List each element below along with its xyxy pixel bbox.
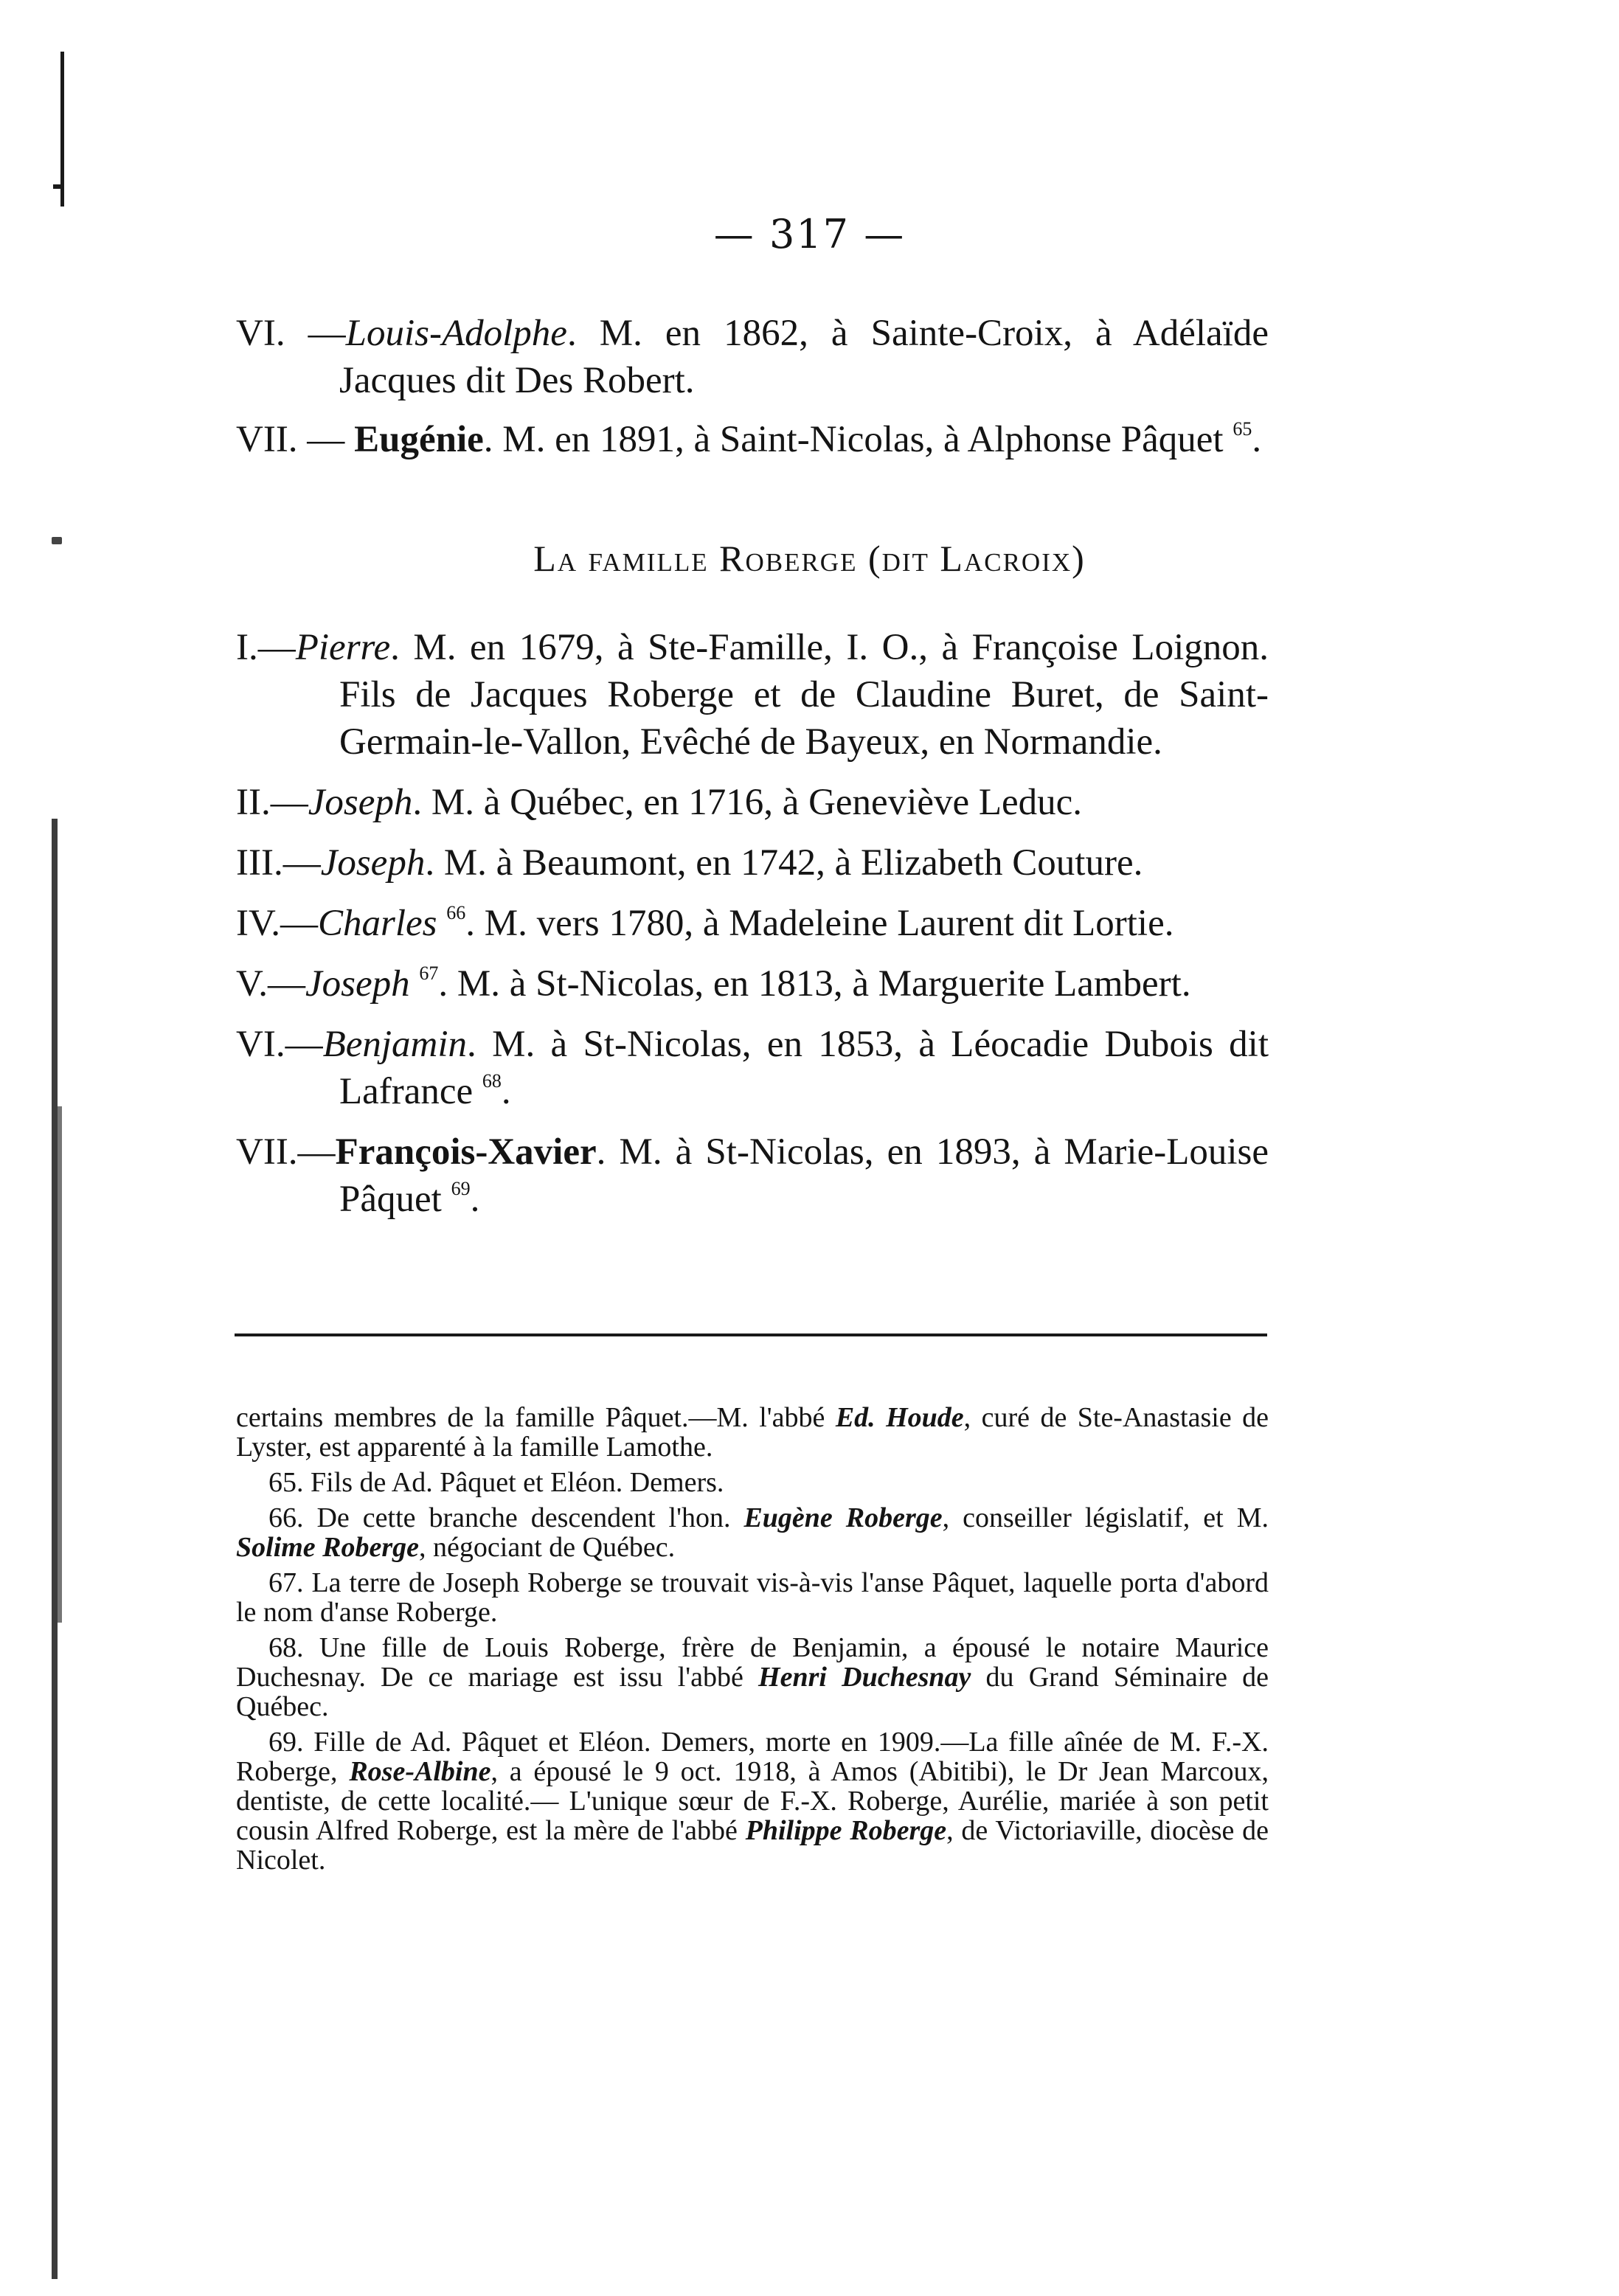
footnote-65: 65. Fils de Ad. Pâquet et Eléon. Demers. — [268, 1467, 724, 1498]
scan-edge-mark — [58, 1106, 62, 1623]
entries-roberge — [236, 624, 1269, 1223]
list-item: I.—Pierre. M. en 1679, à Ste-Famille, I. O., à Françoise Loignon. Fils de Jacques Roberge et de Claudine Buret, de Saint-Germain-le-Vallon, Evêché de Bayeux, en Normandie. — [236, 627, 1269, 763]
footnote-divider — [235, 1333, 1267, 1336]
footnote-continuation: certains membres de la famille Pâquet.—M. l'abbé Ed. Houde, curé de Ste-Anastasie de Lyster, est apparenté à la famille Lamothe. — [236, 1402, 1269, 1463]
section-title: La famille Roberge (dit Lacroix) — [533, 538, 1086, 579]
list-item: VI. —Louis-Adolphe. M. en 1862, à Sainte-Croix, à Adélaïde Jacques dit Des Robert. — [236, 313, 1269, 401]
scan-edge-mark — [52, 819, 58, 2279]
scan-edge-mark — [60, 52, 64, 207]
list-item: VI.—Benjamin. M. à St-Nicolas, en 1853, à Léocadie Dubois dit Lafrance $^{68}$. — [236, 1024, 1269, 1112]
list-item: V.—Joseph $^{67}$. M. à St-Nicolas, en 1813, à Marguerite Lambert. — [236, 963, 1191, 1005]
list-item: VII. — Eugénie. M. en 1891, à Saint-Nicolas, à Alphonse Pâquet $^{65}$. — [236, 418, 1262, 460]
list-item: VII.—François-Xavier. M. à St-Nicolas, en 1893, à Marie-Louise Pâquet $^{69}$. — [236, 1131, 1269, 1220]
entries-top — [236, 310, 1269, 463]
page-number: — 317 — — [713, 211, 906, 257]
scan-edge-mark — [53, 184, 63, 189]
footnote-66: 66. De cette branche descendent l'hon. Eugène Roberge, conseiller législatif, et M. Solime Roberge, négociant de Québec. — [236, 1502, 1269, 1563]
list-item: IV.—Charles $^{66}$. M. vers 1780, à Madeleine Laurent dit Lortie. — [236, 902, 1174, 944]
list-item: III.—Joseph. M. à Beaumont, en 1742, à Elizabeth Couture. — [236, 842, 1143, 884]
footnotes — [236, 1403, 1269, 1881]
list-item: II.—Joseph. M. à Québec, en 1716, à Geneviève Leduc. — [236, 782, 1083, 823]
footnote-67: 67. La terre de Joseph Roberge se trouvait vis-à-vis l'anse Pâquet, laquelle porta d'abord le nom d'anse Roberge. — [236, 1567, 1269, 1628]
footnote-69: 69. Fille de Ad. Pâquet et Eléon. Demers, morte en 1909.—La fille aînée de M. F.-X. Roberge, Rose-Albine, a épousé le 9 oct. 1918, à Amos (Abitibi), le Dr Jean Marcoux, dentiste, de cette localité.— L'unique sœur de F.-X. Roberge, Aurélie, mariée à son petit cousin Alfred Roberge, est la mère de l'abbé Philippe Roberge, de Victoriaville, diocèse de Nicolet. — [236, 1727, 1269, 1876]
footnote-68: 68. Une fille de Louis Roberge, frère de Benjamin, a épousé le notaire Maurice Duchesnay. De ce mariage est issu l'abbé Henri Duchesnay du Grand Séminaire de Québec. — [236, 1632, 1269, 1722]
